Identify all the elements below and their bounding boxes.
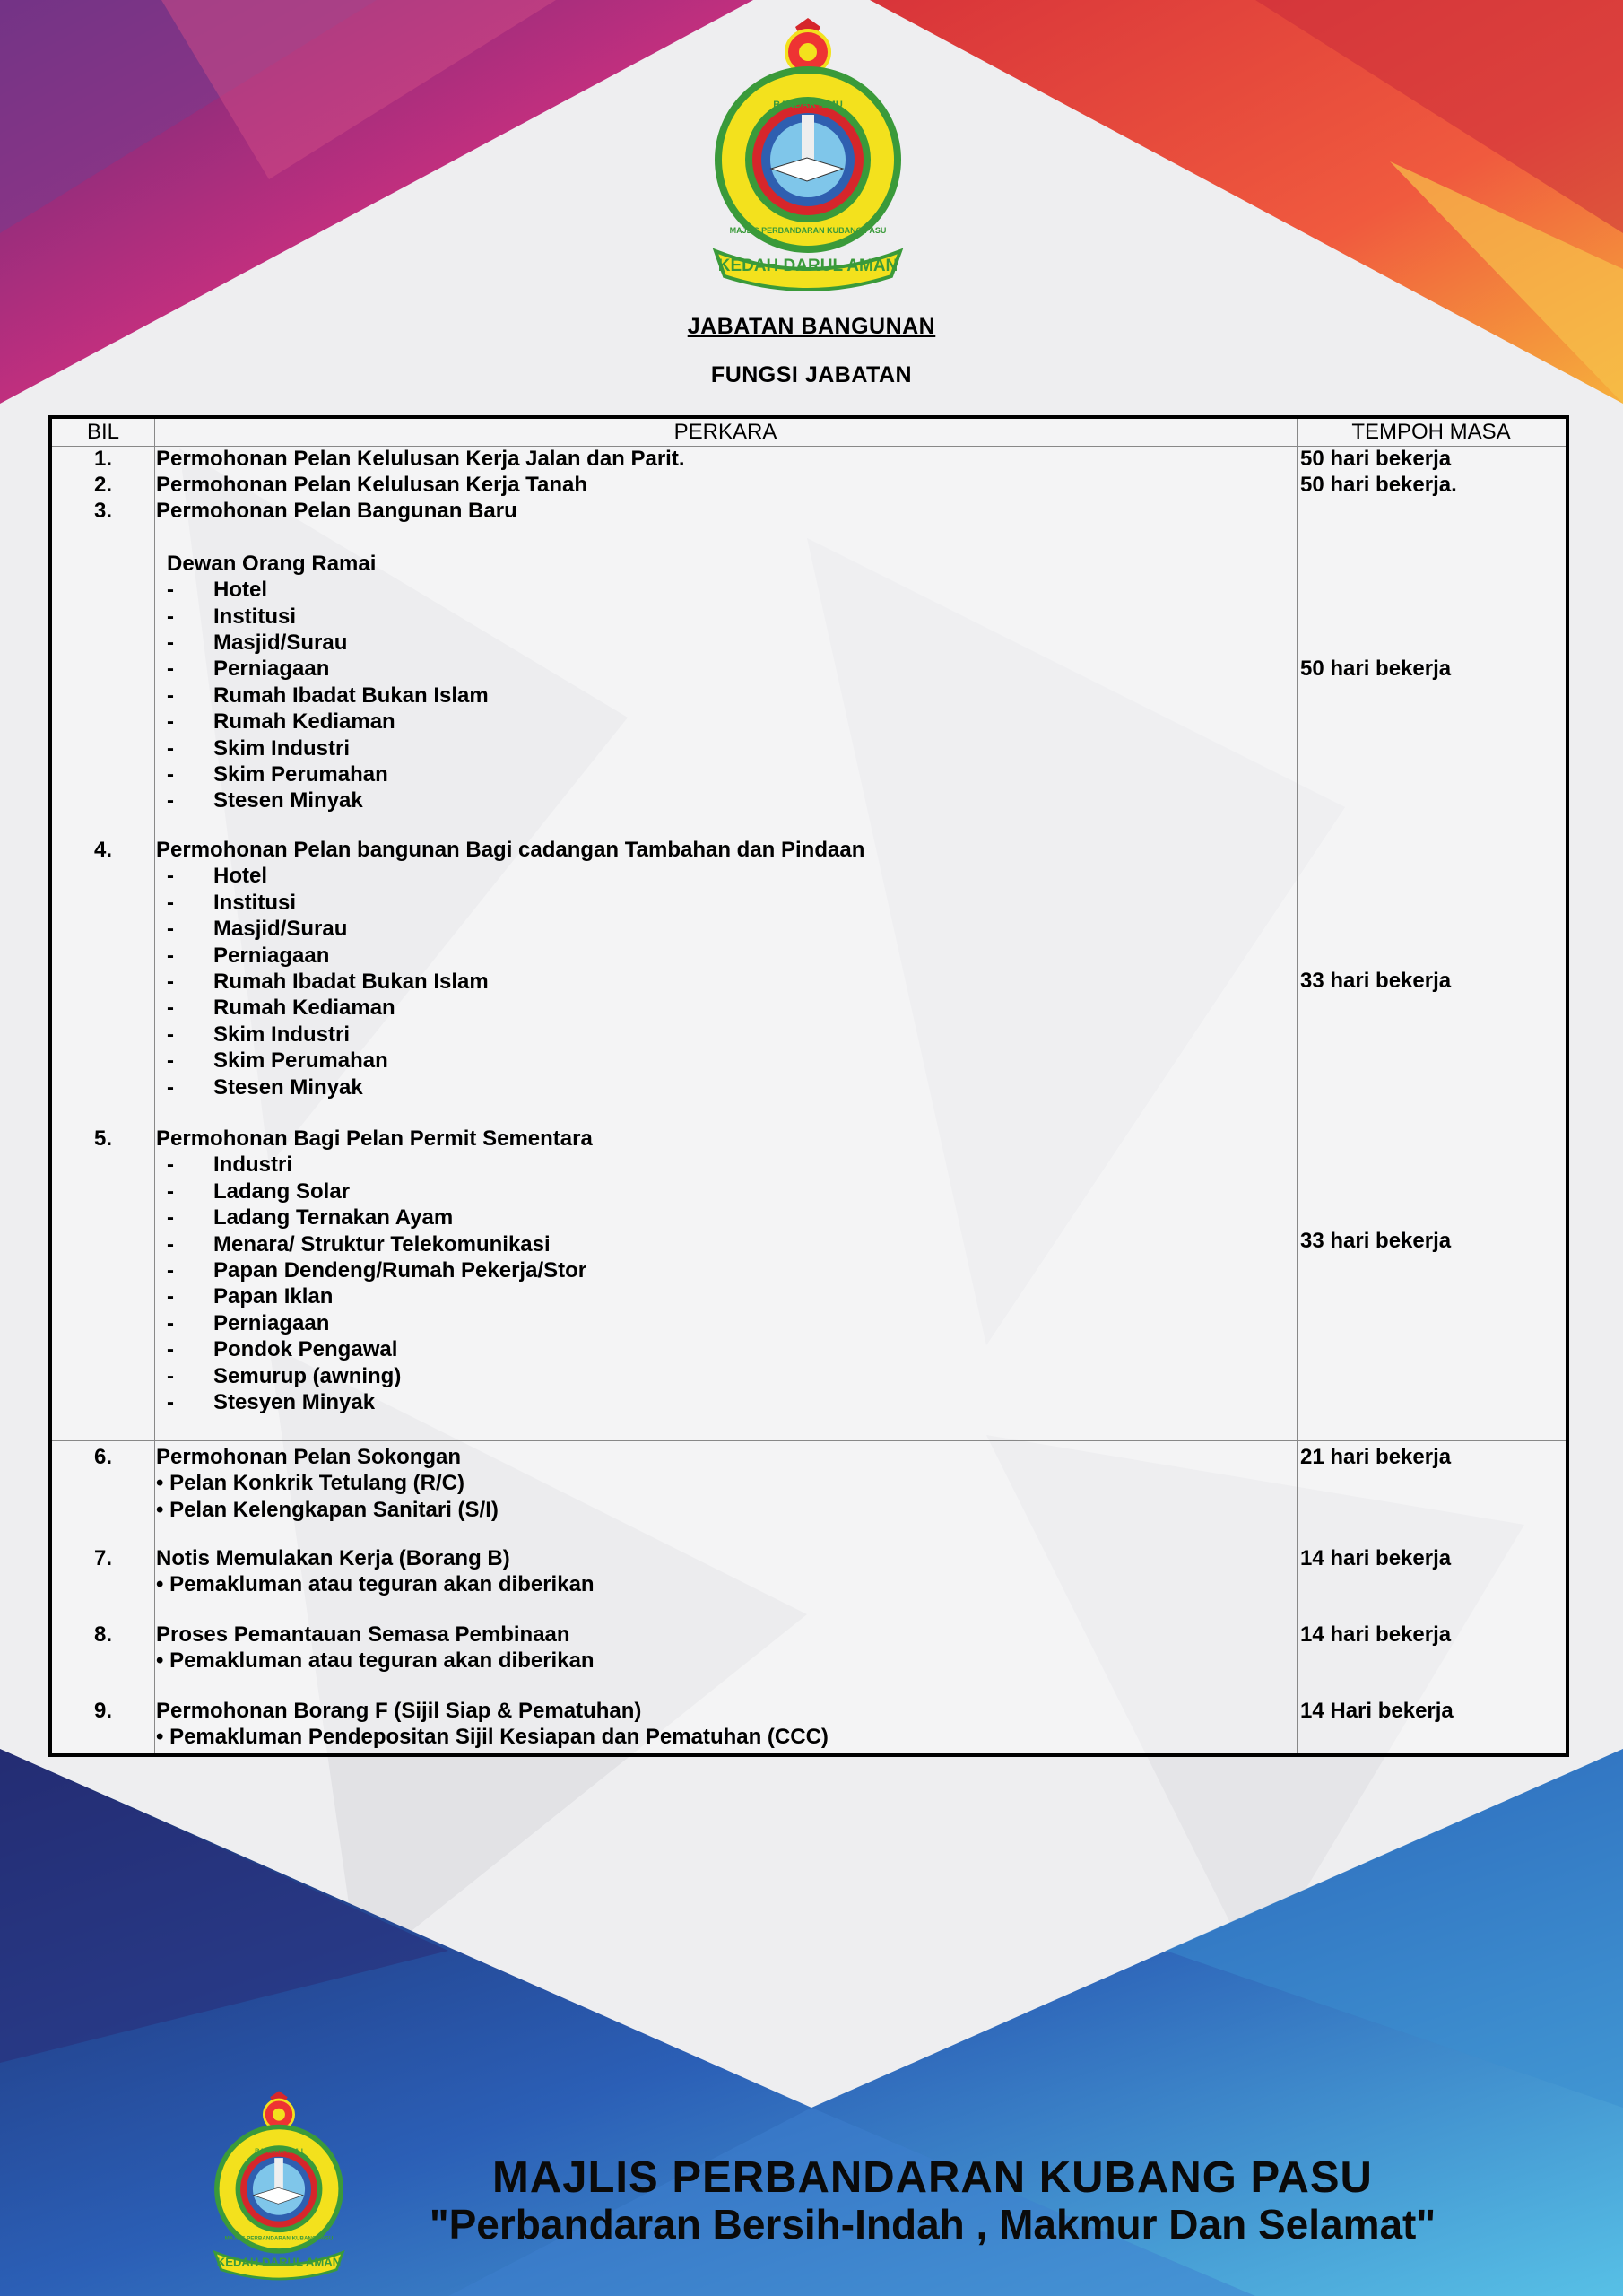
row-9-tempoh: 14 Hari bekerja	[1300, 1699, 1454, 1723]
row-8-tempoh: 14 hari bekerja	[1300, 1622, 1452, 1647]
list-item: - Rumah Kediaman	[167, 996, 395, 1021]
row-6-title: Permohonan Pelan Sokongan	[156, 1445, 462, 1469]
list-item: - Pondok Pengawal	[167, 1337, 398, 1362]
row-1-tempoh: 50 hari bekerja	[1300, 447, 1452, 471]
column-divider	[154, 419, 155, 1753]
list-item: - Rumah Ibadat Bukan Islam	[167, 969, 489, 994]
list-item: - Industri	[167, 1152, 292, 1178]
logo-ring-bottom-text: MAJLIS PERBANDARAN KUBANG PASU	[224, 2235, 334, 2242]
row-7-bil: 7.	[93, 1546, 112, 1570]
list-item: - Ladang Ternakan Ayam	[167, 1205, 454, 1231]
list-item: - Perniagaan	[167, 657, 330, 682]
row-9-bil: 9.	[93, 1699, 112, 1723]
list-item: • Pelan Kelengkapan Sanitari (S/I)	[156, 1497, 499, 1522]
logo-ribbon-text: KEDAH DARUL AMAN	[717, 257, 898, 275]
list-item: - Stesen Minyak	[167, 788, 363, 813]
list-item: • Pemakluman Pendepositan Sijil Kesiapan dan Pematuhan (CCC)	[156, 1725, 829, 1750]
header-tempoh: TEMPOH MASA	[1351, 420, 1511, 444]
list-item: • Pemakluman atau teguran akan diberikan	[156, 1648, 595, 1674]
list-item: - Institusi	[167, 604, 297, 629]
row-8-bil: 8.	[93, 1622, 112, 1647]
list-item: - Skim Perumahan	[167, 761, 388, 787]
list-item: - Stesyen Minyak	[167, 1389, 376, 1414]
list-item: - Stesen Minyak	[167, 1074, 363, 1100]
list-item: - Perniagaan	[167, 943, 330, 968]
row-3-title: Permohonan Pelan Bangunan Baru	[156, 499, 517, 523]
row-3-content	[156, 498, 1293, 814]
logo-ring-top-text: BANDAR ILMU	[255, 2146, 303, 2155]
logo-ribbon-text: KEDAH DARUL AMAN	[216, 2255, 342, 2269]
list-item: - Skim Perumahan	[167, 1048, 388, 1074]
list-item: - Institusi	[167, 890, 297, 915]
logo-ring-top-text: BANDAR ILMU	[773, 100, 843, 110]
row-7-title: Notis Memulakan Kerja (Borang B)	[156, 1546, 510, 1570]
row-8-title: Proses Pemantauan Semasa Pembinaan	[156, 1622, 570, 1647]
list-item: - Menara/ Struktur Telekomunikasi	[167, 1231, 551, 1257]
row-6-tempoh: 21 hari bekerja	[1300, 1445, 1452, 1469]
list-item: - Masjid/Surau	[167, 917, 348, 942]
row-2-bil: 2.	[93, 473, 112, 497]
list-item: - Semurup (awning)	[167, 1363, 402, 1388]
list-item: - Hotel	[167, 864, 267, 889]
row-8-content	[156, 1622, 1293, 1674]
logo-ring-bottom-text: MAJLIS PERBANDARAN KUBANG PASU	[729, 226, 887, 235]
list-item: - Rumah Ibadat Bukan Islam	[167, 683, 489, 708]
list-item: - Hotel	[167, 578, 267, 603]
list-item: • Pemakluman atau teguran akan diberikan	[156, 1572, 595, 1597]
row-4-bil: 4.	[93, 838, 112, 862]
department-title: JABATAN BANGUNAN	[687, 314, 936, 339]
row-6-bil: 6.	[93, 1445, 112, 1469]
row-1-bil: 1.	[93, 447, 112, 471]
row-1-title: Permohonan Pelan Kelulusan Kerja Jalan dan Parit.	[156, 447, 685, 471]
row-7-content	[156, 1545, 1293, 1598]
council-name: MAJLIS PERBANDARAN KUBANG PASU	[492, 2153, 1373, 2202]
header-perkara: PERKARA	[673, 420, 777, 444]
list-item: - Ladang Solar	[167, 1178, 351, 1204]
row-3-bil: 3.	[93, 499, 112, 523]
row-9-content	[156, 1698, 1293, 1751]
row-7-tempoh: 14 hari bekerja	[1300, 1546, 1452, 1570]
list-item: - Skim Industri	[167, 1022, 351, 1047]
header-bil: BIL	[86, 420, 120, 444]
row-divider	[52, 1440, 1566, 1441]
row-4-tempoh: 33 hari bekerja	[1300, 969, 1452, 993]
row-5-title: Permohonan Bagi Pelan Permit Sementara	[156, 1126, 593, 1151]
list-item: - Perniagaan	[167, 1310, 330, 1335]
row-4-title: Permohonan Pelan bangunan Bagi cadangan Tambahan dan Pindaan	[156, 838, 865, 862]
row-2-title: Permohonan Pelan Kelulusan Kerja Tanah	[156, 473, 588, 497]
council-logo-top	[690, 16, 925, 301]
row-4-content	[156, 837, 1293, 1100]
council-logo-bottom	[197, 2090, 360, 2287]
council-slogan: "Perbandaran Bersih-Indah , Makmur Dan Selamat"	[429, 2201, 1436, 2248]
list-item: - Rumah Kediaman	[167, 709, 395, 735]
row-9-title: Permohonan Borang F (Sijil Siap & Pematuhan)	[156, 1699, 642, 1723]
row-5-bil: 5.	[93, 1126, 112, 1151]
list-item: - Papan Iklan	[167, 1284, 334, 1309]
list-item: - Skim Industri	[167, 735, 351, 761]
list-item: - Masjid/Surau	[167, 630, 348, 655]
department-subtitle: FUNGSI JABATAN	[710, 362, 913, 387]
row-5-tempoh: 33 hari bekerja	[1300, 1229, 1452, 1253]
column-divider	[1297, 419, 1298, 1753]
list-item: - Papan Dendeng/Rumah Pekerja/Stor	[167, 1257, 587, 1283]
row-3-subtitle: Dewan Orang Ramai	[167, 551, 377, 576]
row-2-tempoh: 50 hari bekerja.	[1300, 473, 1457, 497]
row-6-content	[156, 1444, 1293, 1523]
list-item: • Pelan Konkrik Tetulang (R/C)	[156, 1471, 464, 1496]
functions-table	[48, 415, 1569, 1757]
row-5-content	[156, 1126, 1293, 1415]
row-3-tempoh: 50 hari bekerja	[1300, 657, 1452, 681]
